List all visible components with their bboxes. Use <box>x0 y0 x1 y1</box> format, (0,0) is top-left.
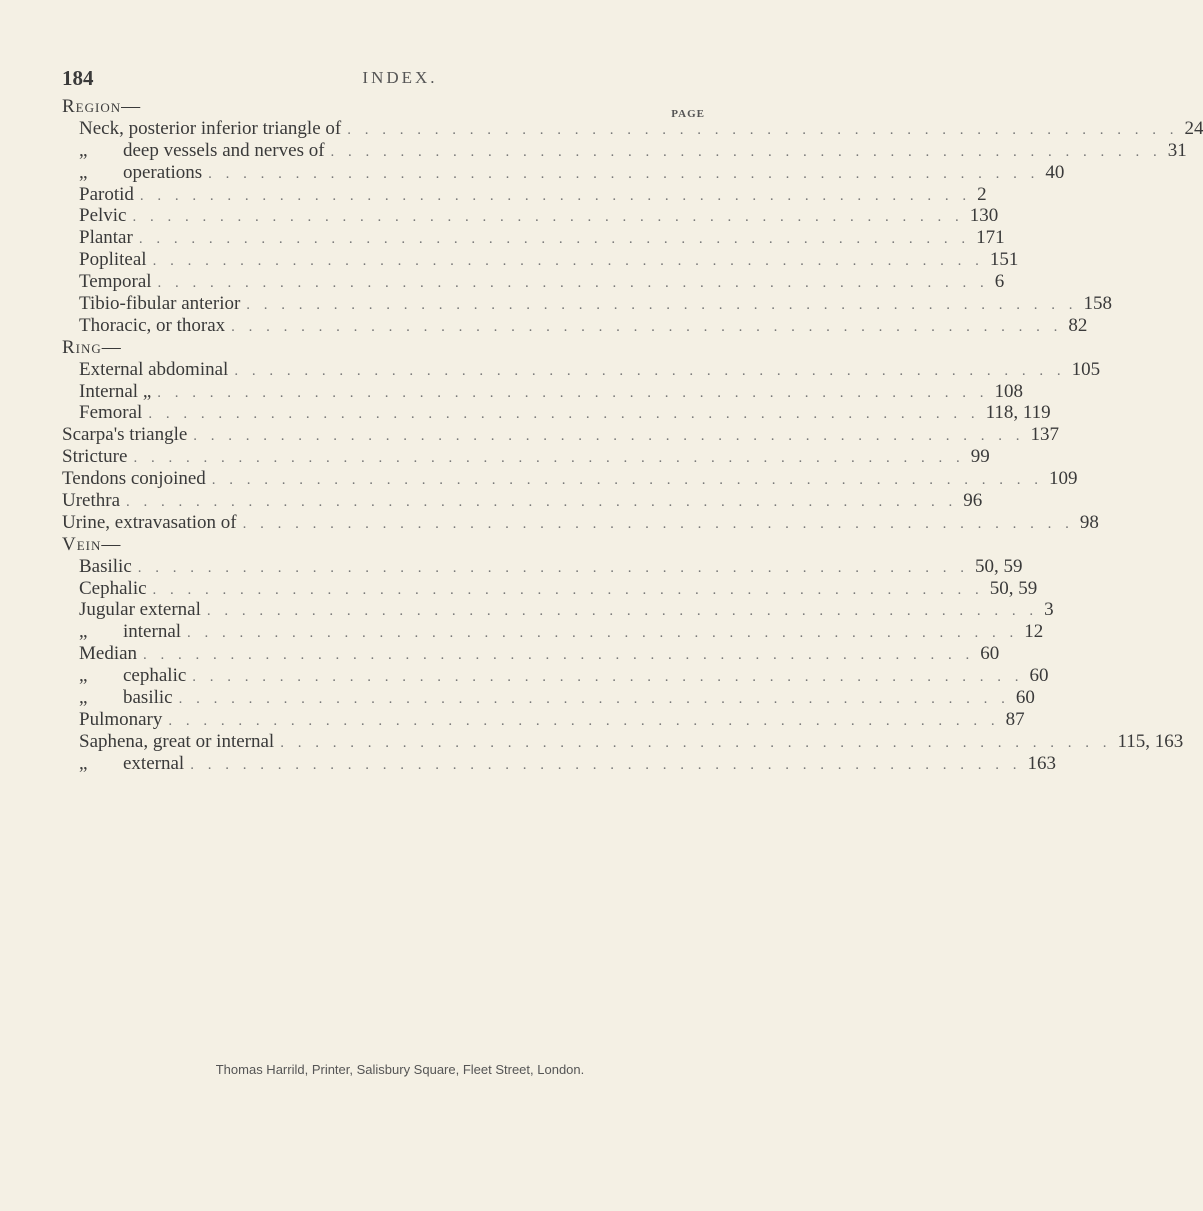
entry-text: operations <box>123 161 203 183</box>
entry-text: Vein— <box>62 533 122 555</box>
entry-term <box>62 96 141 118</box>
entry-pages: 60 <box>1015 687 1035 709</box>
entry-term <box>79 709 162 731</box>
entry-term <box>62 534 121 556</box>
page-column-label: PAGE <box>671 108 705 120</box>
entry-term <box>62 687 173 709</box>
entry-pages: 118, 119 <box>985 402 1051 424</box>
entry-term <box>79 205 127 227</box>
index-entry <box>62 730 1184 753</box>
entry-text: basilic <box>123 687 173 709</box>
index-entry <box>62 227 1005 249</box>
dot-leader: . . . . . . . . . . . . . . . . . . . . . . . . . . . . . . . . . . . . . . . . . . . . . . . . <box>137 559 970 576</box>
entry-pages: 24 <box>1184 117 1203 139</box>
entry-pages: 98 <box>1079 511 1099 533</box>
entry-text: Temporal <box>79 271 152 293</box>
entry-pages: 163 <box>1027 752 1056 774</box>
dot-leader: . . . . . . . . . . . . . . . . . . . . . . . . . . . . . . . . . . . . . . . . . . . . . . . . <box>242 515 1074 532</box>
ditto-mark: „ <box>79 687 88 709</box>
printer-colophon: Thomas Harrild, Printer, Salisbury Square, Fleet Street, London. <box>215 1062 585 1077</box>
entry-term <box>79 556 132 578</box>
index-list <box>62 96 1203 775</box>
running-head: INDEX. <box>362 68 438 87</box>
entry-text: External abdominal <box>79 358 229 380</box>
entry-text: Urethra <box>62 490 121 512</box>
entry-text: Internal „ <box>79 380 152 402</box>
index-entry <box>62 117 1203 140</box>
entry-term <box>62 424 187 446</box>
dot-leader: . . . . . . . . . . . . . . . . . . . . . . . . . . . . . . . . . . . . . . . . . . . . . . . . <box>143 647 975 664</box>
entry-term <box>79 118 341 140</box>
dot-leader: . . . . . . . . . . . . . . . . . . . . . . . . . . . . . . . . . . . . . . . . . . . . . . . . <box>132 209 964 226</box>
entry-text: cephalic <box>123 665 187 687</box>
index-entry <box>62 490 983 512</box>
entry-term <box>79 227 133 249</box>
entry-text: Urine, extravasation of <box>62 511 237 533</box>
entry-text: Cephalic <box>79 577 147 599</box>
entry-text: Saphena, great or internal <box>79 730 275 752</box>
dot-leader: . . . . . . . . . . . . . . . . . . . . . . . . . . . . . . . . . . . . . . . . . . . . . . . . <box>148 406 980 423</box>
entry-term <box>62 140 325 162</box>
index-entry <box>62 687 1035 709</box>
index-entry <box>62 271 1005 293</box>
entry-pages: 87 <box>1005 708 1025 730</box>
index-entry <box>62 468 1078 490</box>
entry-term <box>62 490 120 512</box>
entry-text: Jugular external <box>79 599 201 621</box>
entry-pages: 108 <box>994 380 1024 402</box>
page-number: 184 <box>62 66 94 90</box>
index-entry <box>62 752 1056 775</box>
entry-pages: 115, 163 <box>1117 730 1184 752</box>
dot-leader: . . . . . . . . . . . . . . . . . . . . . . . . . . . . . . . . . . . . . . . . . . . . . . . . <box>193 428 1025 445</box>
index-entry <box>62 599 1054 621</box>
index-entry <box>62 183 987 206</box>
entry-pages: 130 <box>969 205 999 227</box>
ditto-mark: „ <box>79 665 88 687</box>
index-heading <box>62 337 707 359</box>
entry-term <box>62 753 184 775</box>
entry-pages: 60 <box>1029 665 1049 687</box>
index-entry <box>62 555 1023 578</box>
dot-leader: . . . . . . . . . . . . . . . . . . . . . . . . . . . . . . . . . . . . . . . . . . . . . . . . <box>187 625 1019 642</box>
entry-text: Scarpa's triangle <box>62 424 188 446</box>
entry-term <box>62 162 202 184</box>
entry-term <box>62 665 186 687</box>
dot-leader: . . . . . . . . . . . . . . . . . . . . . . . . . . . . . . . . . . . . . . . . . . . . . . . . <box>206 603 1039 620</box>
dot-leader: . . . . . . . . . . . . . . . . . . . . . . . . . . . . . . . . . . . . . . . . . . . . . . . . <box>246 297 1078 314</box>
ditto-mark: „ <box>79 139 88 161</box>
entry-text: Median <box>79 643 138 665</box>
entry-text: Femoral <box>79 402 143 424</box>
entry-text: Tibio-fibular anterior <box>79 293 241 315</box>
entry-text: Thoracic, or thorax <box>79 314 226 336</box>
entry-text: Neck, posterior inferior triangle of <box>79 117 342 139</box>
entry-pages: 31 <box>1167 139 1187 161</box>
entry-text: external <box>123 752 185 774</box>
entry-pages: 40 <box>1045 161 1065 183</box>
index-entry <box>62 577 1038 600</box>
entry-term <box>62 446 127 468</box>
entry-pages: 12 <box>1024 621 1044 643</box>
dot-leader: . . . . . . . . . . . . . . . . . . . . . . . . . . . . . . . . . . . . . . . . . . . . . . . . <box>190 756 1022 773</box>
entry-term <box>79 184 134 206</box>
entry-term <box>79 643 137 665</box>
dot-leader: . . . . . . . . . . . . . . . . . . . . . . . . . . . . . . . . . . . . . . . . . . . . . . . . <box>152 253 984 270</box>
entry-text: Tendons conjoined <box>62 468 206 490</box>
entry-text: Region— <box>62 96 142 117</box>
entry-text: Pelvic <box>79 205 127 227</box>
dot-leader: . . . . . . . . . . . . . . . . . . . . . . . . . . . . . . . . . . . . . . . . . . . . . . . . <box>280 734 1112 751</box>
entry-term <box>79 249 147 271</box>
entry-text: Parotid <box>79 183 134 205</box>
entry-pages: 158 <box>1083 293 1113 315</box>
entry-pages: 6 <box>994 271 1005 293</box>
entry-text: Stricture <box>62 446 128 468</box>
index-entry <box>62 314 1088 337</box>
entry-pages: 50, 59 <box>975 555 1023 577</box>
index-entry <box>62 139 1187 162</box>
dot-leader: . . . . . . . . . . . . . . . . . . . . . . . . . . . . . . . . . . . . . . . . . . . . . . . . <box>347 121 1179 138</box>
index-heading <box>62 534 707 556</box>
entry-term <box>62 512 237 534</box>
dot-leader: . . . . . . . . . . . . . . . . . . . . . . . . . . . . . . . . . . . . . . . . . . . . . . . . <box>138 231 971 248</box>
entry-term <box>79 271 152 293</box>
index-entry <box>62 249 1019 271</box>
dot-leader: . . . . . . . . . . . . . . . . . . . . . . . . . . . . . . . . . . . . . . . . . . . . . . . . <box>231 318 1063 335</box>
index-entry <box>62 380 1024 403</box>
entry-term <box>62 468 206 490</box>
entry-text: Popliteal <box>79 249 147 271</box>
index-entry <box>62 205 999 227</box>
entry-pages: 109 <box>1049 468 1078 490</box>
entry-term <box>79 578 147 600</box>
dot-leader: . . . . . . . . . . . . . . . . . . . . . . . . . . . . . . . . . . . . . . . . . . . . . . . . <box>211 472 1044 489</box>
entry-pages: 105 <box>1071 358 1101 380</box>
dot-leader: . . . . . . . . . . . . . . . . . . . . . . . . . . . . . . . . . . . . . . . . . . . . . . . . <box>330 143 1162 160</box>
index-entry <box>62 665 1049 687</box>
entry-term <box>79 402 142 424</box>
entry-term <box>79 599 201 621</box>
entry-pages: 60 <box>980 643 1000 665</box>
entry-term <box>62 621 181 643</box>
entry-pages: 96 <box>963 490 983 512</box>
entry-term <box>79 293 240 315</box>
entry-pages: 99 <box>970 446 990 468</box>
index-entry <box>62 446 990 468</box>
entry-pages: 2 <box>977 183 987 205</box>
ditto-mark: „ <box>79 161 88 183</box>
dot-leader: . . . . . . . . . . . . . . . . . . . . . . . . . . . . . . . . . . . . . . . . . . . . . . . . <box>126 494 958 511</box>
entry-text: Basilic <box>79 555 132 577</box>
entry-pages: 137 <box>1030 424 1060 446</box>
dot-leader: . . . . . . . . . . . . . . . . . . . . . . . . . . . . . . . . . . . . . . . . . . . . . . . . <box>234 362 1066 379</box>
dot-leader: . . . . . . . . . . . . . . . . . . . . . . . . . . . . . . . . . . . . . . . . . . . . . . . . <box>168 712 1000 729</box>
ditto-mark: „ <box>79 621 88 643</box>
entry-text: Ring— <box>62 336 122 358</box>
entry-term <box>79 381 151 403</box>
entry-text: Pulmonary <box>79 708 163 730</box>
dot-leader: . . . . . . . . . . . . . . . . . . . . . . . . . . . . . . . . . . . . . . . . . . . . . . . . <box>157 275 989 292</box>
index-entry <box>62 511 1099 534</box>
index-entry <box>62 708 1025 731</box>
dot-leader: . . . . . . . . . . . . . . . . . . . . . . . . . . . . . . . . . . . . . . . . . . . . . . . . <box>139 187 972 204</box>
entry-pages: 151 <box>989 249 1019 271</box>
dot-leader: . . . . . . . . . . . . . . . . . . . . . . . . . . . . . . . . . . . . . . . . . . . . . . . . <box>152 581 984 598</box>
entry-term <box>79 359 228 381</box>
index-entry <box>62 424 1060 446</box>
entry-pages: 50, 59 <box>989 577 1038 599</box>
entry-text: deep vessels and nerves of <box>123 139 325 161</box>
entry-term <box>79 731 274 753</box>
index-heading <box>62 96 707 118</box>
dot-leader: . . . . . . . . . . . . . . . . . . . . . . . . . . . . . . . . . . . . . . . . . . . . . . . . <box>157 384 989 401</box>
entry-text: internal <box>123 621 182 643</box>
dot-leader: . . . . . . . . . . . . . . . . . . . . . . . . . . . . . . . . . . . . . . . . . . . . . . . . <box>192 669 1024 686</box>
dot-leader: . . . . . . . . . . . . . . . . . . . . . . . . . . . . . . . . . . . . . . . . . . . . . . . . <box>208 165 1040 182</box>
entry-term <box>79 315 225 337</box>
dot-leader: . . . . . . . . . . . . . . . . . . . . . . . . . . . . . . . . . . . . . . . . . . . . . . . . <box>178 691 1010 708</box>
index-entry <box>62 643 1000 665</box>
entry-pages: 3 <box>1044 599 1054 621</box>
entry-pages: 82 <box>1068 314 1088 336</box>
index-entry <box>62 293 1113 315</box>
index-entry <box>62 402 1051 424</box>
index-entry <box>62 358 1101 381</box>
entry-term <box>62 337 122 359</box>
index-entry <box>62 161 1065 184</box>
dot-leader: . . . . . . . . . . . . . . . . . . . . . . . . . . . . . . . . . . . . . . . . . . . . . . . . <box>133 450 965 467</box>
ditto-mark: „ <box>79 752 88 774</box>
index-entry <box>62 621 1044 643</box>
entry-pages: 171 <box>976 227 1005 249</box>
entry-text: Plantar <box>79 227 133 249</box>
